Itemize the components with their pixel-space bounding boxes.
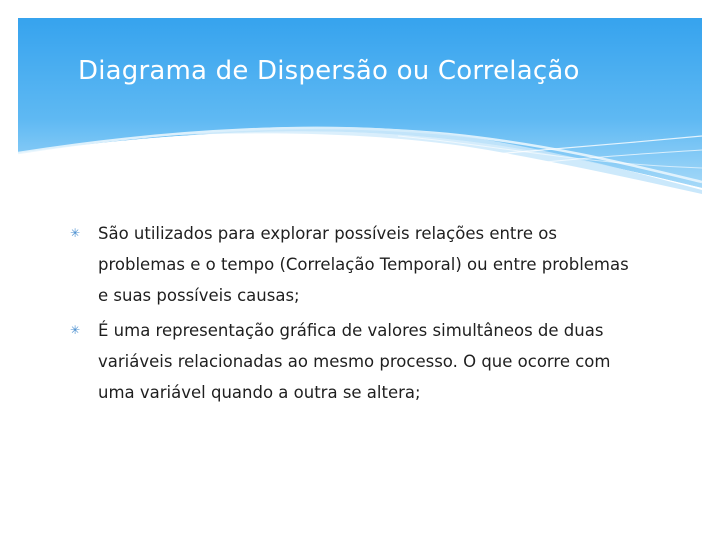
bullet-item [70, 218, 630, 311]
header-wave-graphic [18, 18, 702, 198]
slide-title: Diagrama de Dispersão ou Correlação [78, 56, 580, 86]
asterisk-bullet-icon: ✳ [70, 323, 81, 337]
bullet-text: São utilizados para explorar possíveis relações entre os problemas e o tempo (Correlação Temporal) ou entre problemas e suas possíveis causas; [98, 224, 629, 305]
header-banner [18, 18, 702, 198]
asterisk-bullet-icon: ✳ [70, 226, 81, 240]
bullet-list [70, 218, 630, 412]
bullet-text: É uma representação gráfica de valores simultâneos de duas variáveis relacionadas ao mesmo processo. O que ocorre com uma variável quando a outra se altera; [98, 321, 611, 402]
bullet-item [70, 315, 630, 408]
